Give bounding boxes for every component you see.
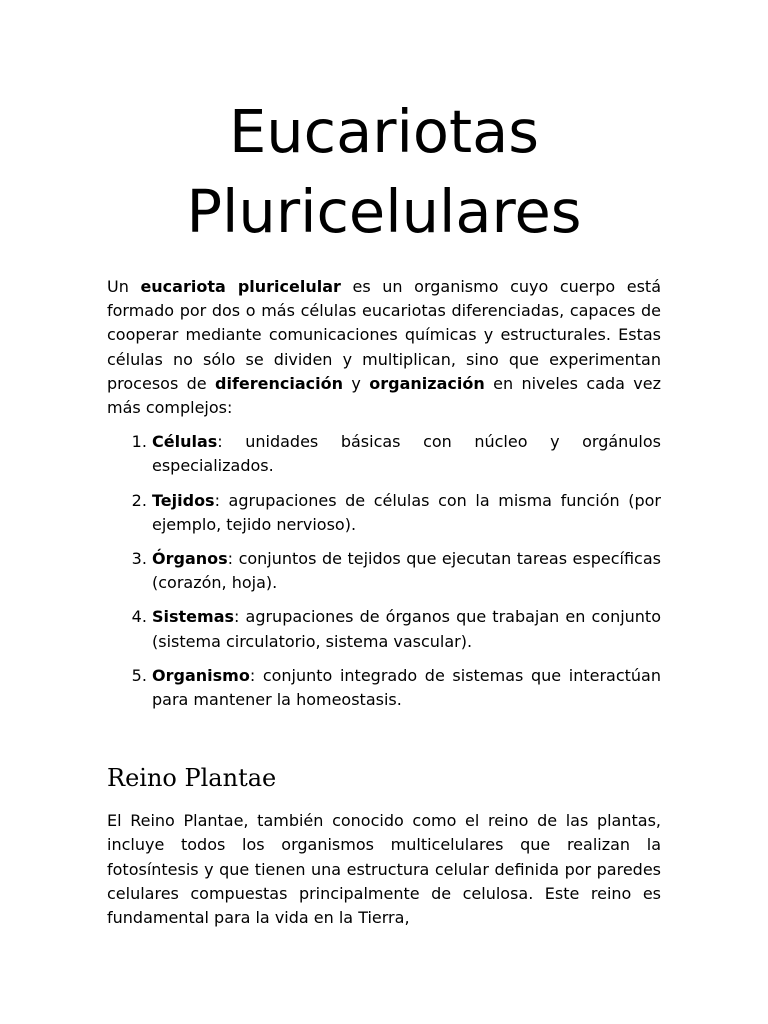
- list-item: [152, 605, 661, 653]
- list-item-text: : conjuntos de tejidos que ejecutan tareas específicas (corazón, hoja).: [152, 549, 661, 593]
- list-item-text: : agrupaciones de órganos que trabajan en conjunto (sistema circulatorio, sistema vascular).: [152, 607, 661, 651]
- document-page: [107, 0, 661, 930]
- page-title-line-1: Eucariotas: [228, 97, 540, 166]
- list-item-term: Tejidos: [152, 490, 215, 510]
- intro-bold-2: diferenciación: [215, 373, 344, 393]
- intro-text-3: y: [343, 373, 370, 393]
- intro-text-4: en niveles cada vez más complejos:: [107, 373, 661, 418]
- list-item-text: : agrupaciones de células con la misma función (por ejemplo, tejido nervioso).: [152, 490, 661, 534]
- list-item: [152, 664, 661, 712]
- list-item-text: : conjunto integrado de sistemas que interactúan para mantener la homeostasis.: [152, 665, 661, 710]
- list-item: [152, 489, 661, 537]
- list-item-term: Células: [152, 432, 218, 452]
- list-item-term: Sistemas: [152, 607, 235, 627]
- intro-text-2: es un organismo cuyo cuerpo está formado por dos o más células eucariotas diferenciadas, capaces de cooperar mediante comunicaciones químicas y estructurales. Estas células no sólo se dividen y multiplican, sino que experimentan procesos de: [107, 277, 662, 393]
- levels-list: [107, 430, 661, 712]
- page-title-line-2: Pluricelulares: [186, 177, 582, 246]
- list-item: [152, 547, 661, 595]
- intro-text-1: Un: [107, 277, 141, 296]
- list-item: [152, 430, 661, 478]
- page-title: [107, 0, 661, 252]
- section-title-reino-plantae: Reino Plantae: [107, 764, 277, 793]
- list-item-term: Órganos: [152, 549, 228, 569]
- intro-paragraph: [107, 275, 661, 420]
- plantae-paragraph: El Reino Plantae, también conocido como el reino de las plantas, incluye todos los organismos multicelulares que realizan la fotosíntesis y que tienen una estructura celular definida por paredes celulares compuestas principalmente de celulosa. Este reino es fundamental para la vida en la Tierra,: [107, 811, 661, 928]
- list-item-term: Organismo: [152, 665, 250, 685]
- intro-bold-1: eucariota pluricelular: [140, 277, 341, 296]
- list-item-text: : unidades básicas con núcleo y orgánulos especializados.: [152, 432, 661, 476]
- intro-bold-3: organización: [369, 373, 485, 393]
